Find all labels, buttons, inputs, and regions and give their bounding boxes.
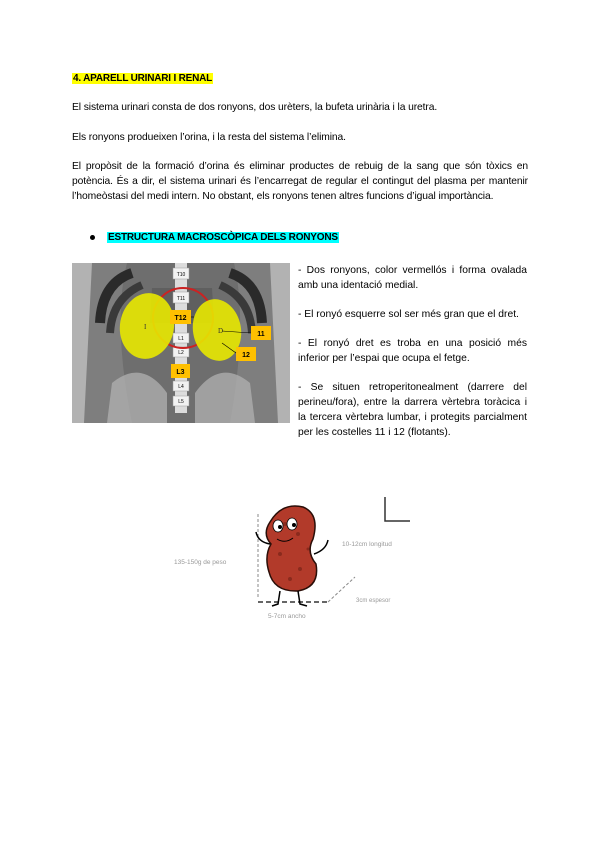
fact-item: - El ronyó esquerre sol ser més gran que el dret. <box>298 309 519 320</box>
paragraph-urine-purpose: El propòsit de la formació d’orina és eliminar productes de rebuig de la sang que són tòxics en potència. És a dir, el sistema urinari és l’encarregat de regular el contingut del plasma per mantenir l’homeòstasi del medi intern. No obstant, els ronyons tenen altres funcions d’igual importància. <box>72 161 528 202</box>
section-bullet-text: ESTRUCTURA MACROSCÒPICA DELS RONYONS <box>108 232 338 243</box>
kidney-facts-list <box>298 263 527 454</box>
section-bullet <box>90 232 339 243</box>
rib-label-11: 11 <box>257 331 265 338</box>
kidney-left-mark: I <box>144 323 147 331</box>
width-label: 5-7cm ancho <box>268 613 306 620</box>
vertebra-label-t12: T12 <box>174 315 187 322</box>
vertebra-label-l5: L5 <box>178 399 184 405</box>
xray-kidneys-image <box>72 263 290 423</box>
vertebra-label-l2: L2 <box>178 350 184 356</box>
vertebra-label-l4: L4 <box>178 384 184 390</box>
fact-item: - Se situen retroperitonealment (darrere del perineu/fora), entre la darrera vèrtebra toràcica i la tercera vèrtebra lumbar, i protegits parcialment per les costelles 11 i 12 (flotants). <box>298 382 527 438</box>
rib-label-12: 12 <box>242 352 250 359</box>
bullet-icon <box>90 235 95 240</box>
kidney-right-mark: D <box>218 327 224 335</box>
vertebra-label-l3: L3 <box>176 369 185 376</box>
vertebra-label-t10: T10 <box>176 272 186 278</box>
kidney-character-image <box>170 494 415 624</box>
paragraph-urinary-system: El sistema urinari consta de dos ronyons, dos urèters, la bufeta urinària i la uretra. <box>72 102 438 113</box>
paragraph-kidney-function: Els ronyons produeixen l’orina, i la resta del sistema l’elimina. <box>72 132 346 143</box>
weight-label: 135-150g de peso <box>174 559 227 566</box>
vertebra-label-t11: T11 <box>176 296 186 302</box>
thickness-label: 3cm espesor <box>356 598 391 604</box>
length-label: 10-12cm longitud <box>342 541 392 548</box>
section-heading: 4. APARELL URINARI I RENAL <box>73 73 213 84</box>
fact-item: - El ronyó dret es troba en una posició més inferior per l’espai que ocupa el fetge. <box>298 338 527 364</box>
vertebra-label-l1: L1 <box>178 336 184 342</box>
fact-item: - Dos ronyons, color vermellós i forma ovalada amb una identació medial. <box>298 265 527 291</box>
